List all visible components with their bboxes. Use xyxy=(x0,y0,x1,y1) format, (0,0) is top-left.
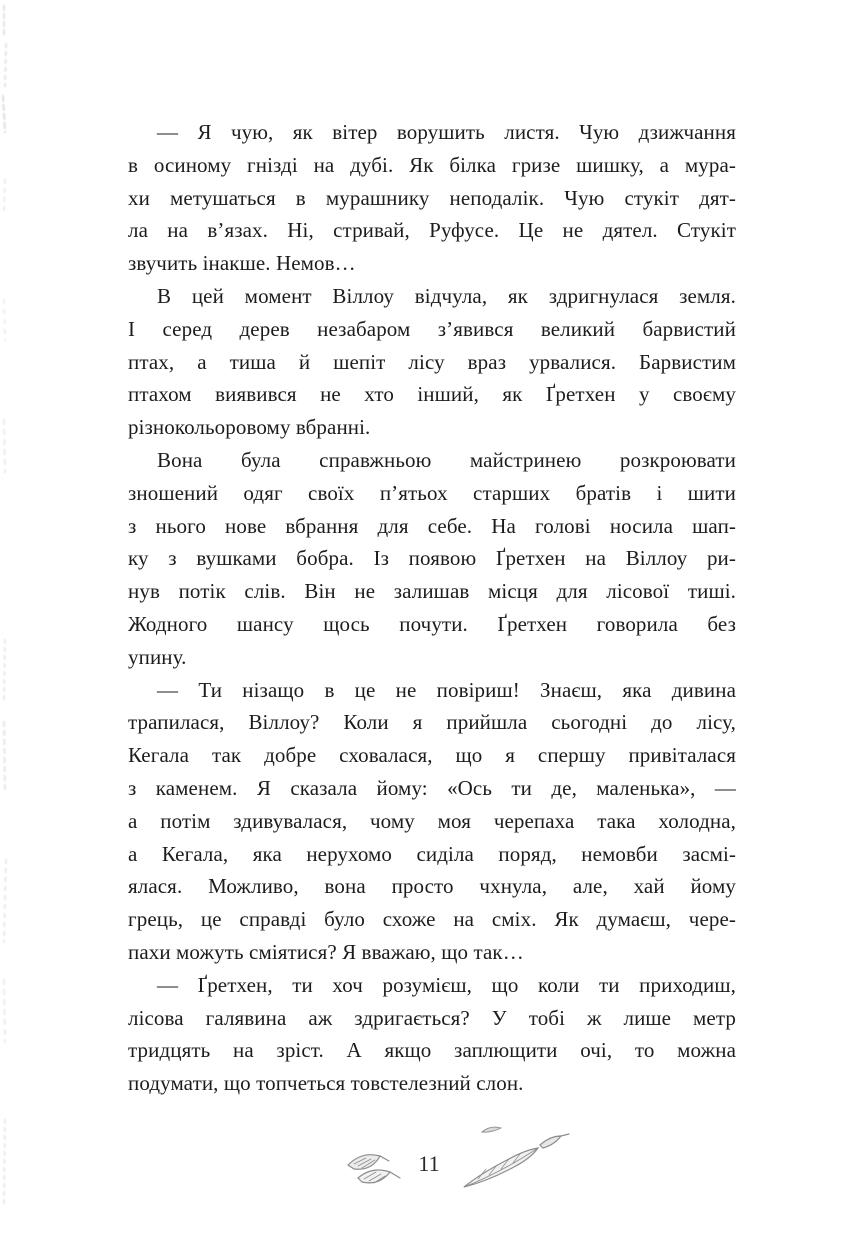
text-line: Кегала так добре сховалася, що я спершу привіталася xyxy=(128,743,736,768)
text-line: подумати, що топчеться товстелезний слон. xyxy=(128,1071,524,1096)
text-line: Жодного шансу щось почути. Ґретхен говорила без xyxy=(128,611,736,636)
text-line: звучить інакше. Немов… xyxy=(128,251,356,276)
page-footer xyxy=(0,1115,856,1215)
text-line: ку з вушками бобра. Із появою Ґретхен на Віллоу ри- xyxy=(128,546,736,571)
page-number: 11 xyxy=(418,1151,440,1176)
text-line: птах, а тиша й шепіт лісу враз урвалися. Барвистим xyxy=(128,349,736,374)
text-line: нув потік слів. Він не залишав місця для лісової тиші. xyxy=(128,579,736,604)
text-line: — Ти нізащо в це не повіриш! Знаєш, яка дивина xyxy=(157,677,736,702)
text-line: пахи можуть сміятися? Я вважаю, що так… xyxy=(128,939,524,964)
text-line: птахом виявився не хто інший, як Ґретхен у своєму xyxy=(128,382,736,407)
text-line: грець, це справді було схоже на сміх. Як думаєш, чере- xyxy=(128,907,736,932)
paragraph xyxy=(128,280,736,444)
text-line: зношений одяг своїх п’ятьох старших братів і шити xyxy=(128,480,736,505)
feather-leaf-sketch-right-icon xyxy=(458,1121,570,1197)
text-line: упину. xyxy=(128,644,187,669)
text-line: а Кегала, яка нерухомо сиділа поряд, немовби засмі- xyxy=(128,841,736,866)
text-line: а потім здивувалася, чому моя черепаха така холодна, xyxy=(128,808,736,833)
text-line: тридцять на зріст. А якщо заплющити очі, то можна xyxy=(128,1038,736,1063)
text-line: Вона була справжньою майстринею розкроювати xyxy=(157,447,736,472)
text-line: з каменем. Я сказала йому: «Ось ти де, маленька», — xyxy=(128,775,736,800)
text-line: трапилася, Віллоу? Коли я прийшла сьогодні до лісу, xyxy=(128,710,736,735)
text-line: хи метушаться в мурашнику неподалік. Чую стукіт дят- xyxy=(128,185,736,210)
text-line: — Ґретхен, ти хоч розумієш, що коли ти приходиш, xyxy=(157,972,736,997)
text-line: в осиному гнізді на дубі. Як білка гризе шишку, а мура- xyxy=(128,152,736,177)
page-text-block xyxy=(128,116,736,1100)
page-edge-print-bleed-icon xyxy=(0,0,14,1240)
text-line: І серед дерев незабаром з’явився великий барвистий xyxy=(128,316,736,341)
text-line: ялася. Можливо, вона просто чхнула, але, хай йому xyxy=(128,874,736,899)
text-line: з нього нове вбрання для себе. На голові носила шап- xyxy=(128,513,736,538)
text-line: різнокольоровому вбранні. xyxy=(128,415,371,440)
paragraph xyxy=(128,674,736,969)
text-line: ла на в’язах. Ні, стривай, Руфусе. Це не дятел. Стукіт xyxy=(128,218,736,243)
text-line: — Я чую, як вітер ворушить листя. Чую дзижчання xyxy=(157,120,736,144)
text-line: В цей момент Віллоу відчула, як здригнулася земля. xyxy=(157,283,736,308)
paragraph xyxy=(128,969,736,1100)
paragraph xyxy=(128,444,736,674)
paragraph xyxy=(128,116,736,280)
text-line: лісова галявина аж здригається? У тобі ж лише метр xyxy=(128,1005,736,1030)
